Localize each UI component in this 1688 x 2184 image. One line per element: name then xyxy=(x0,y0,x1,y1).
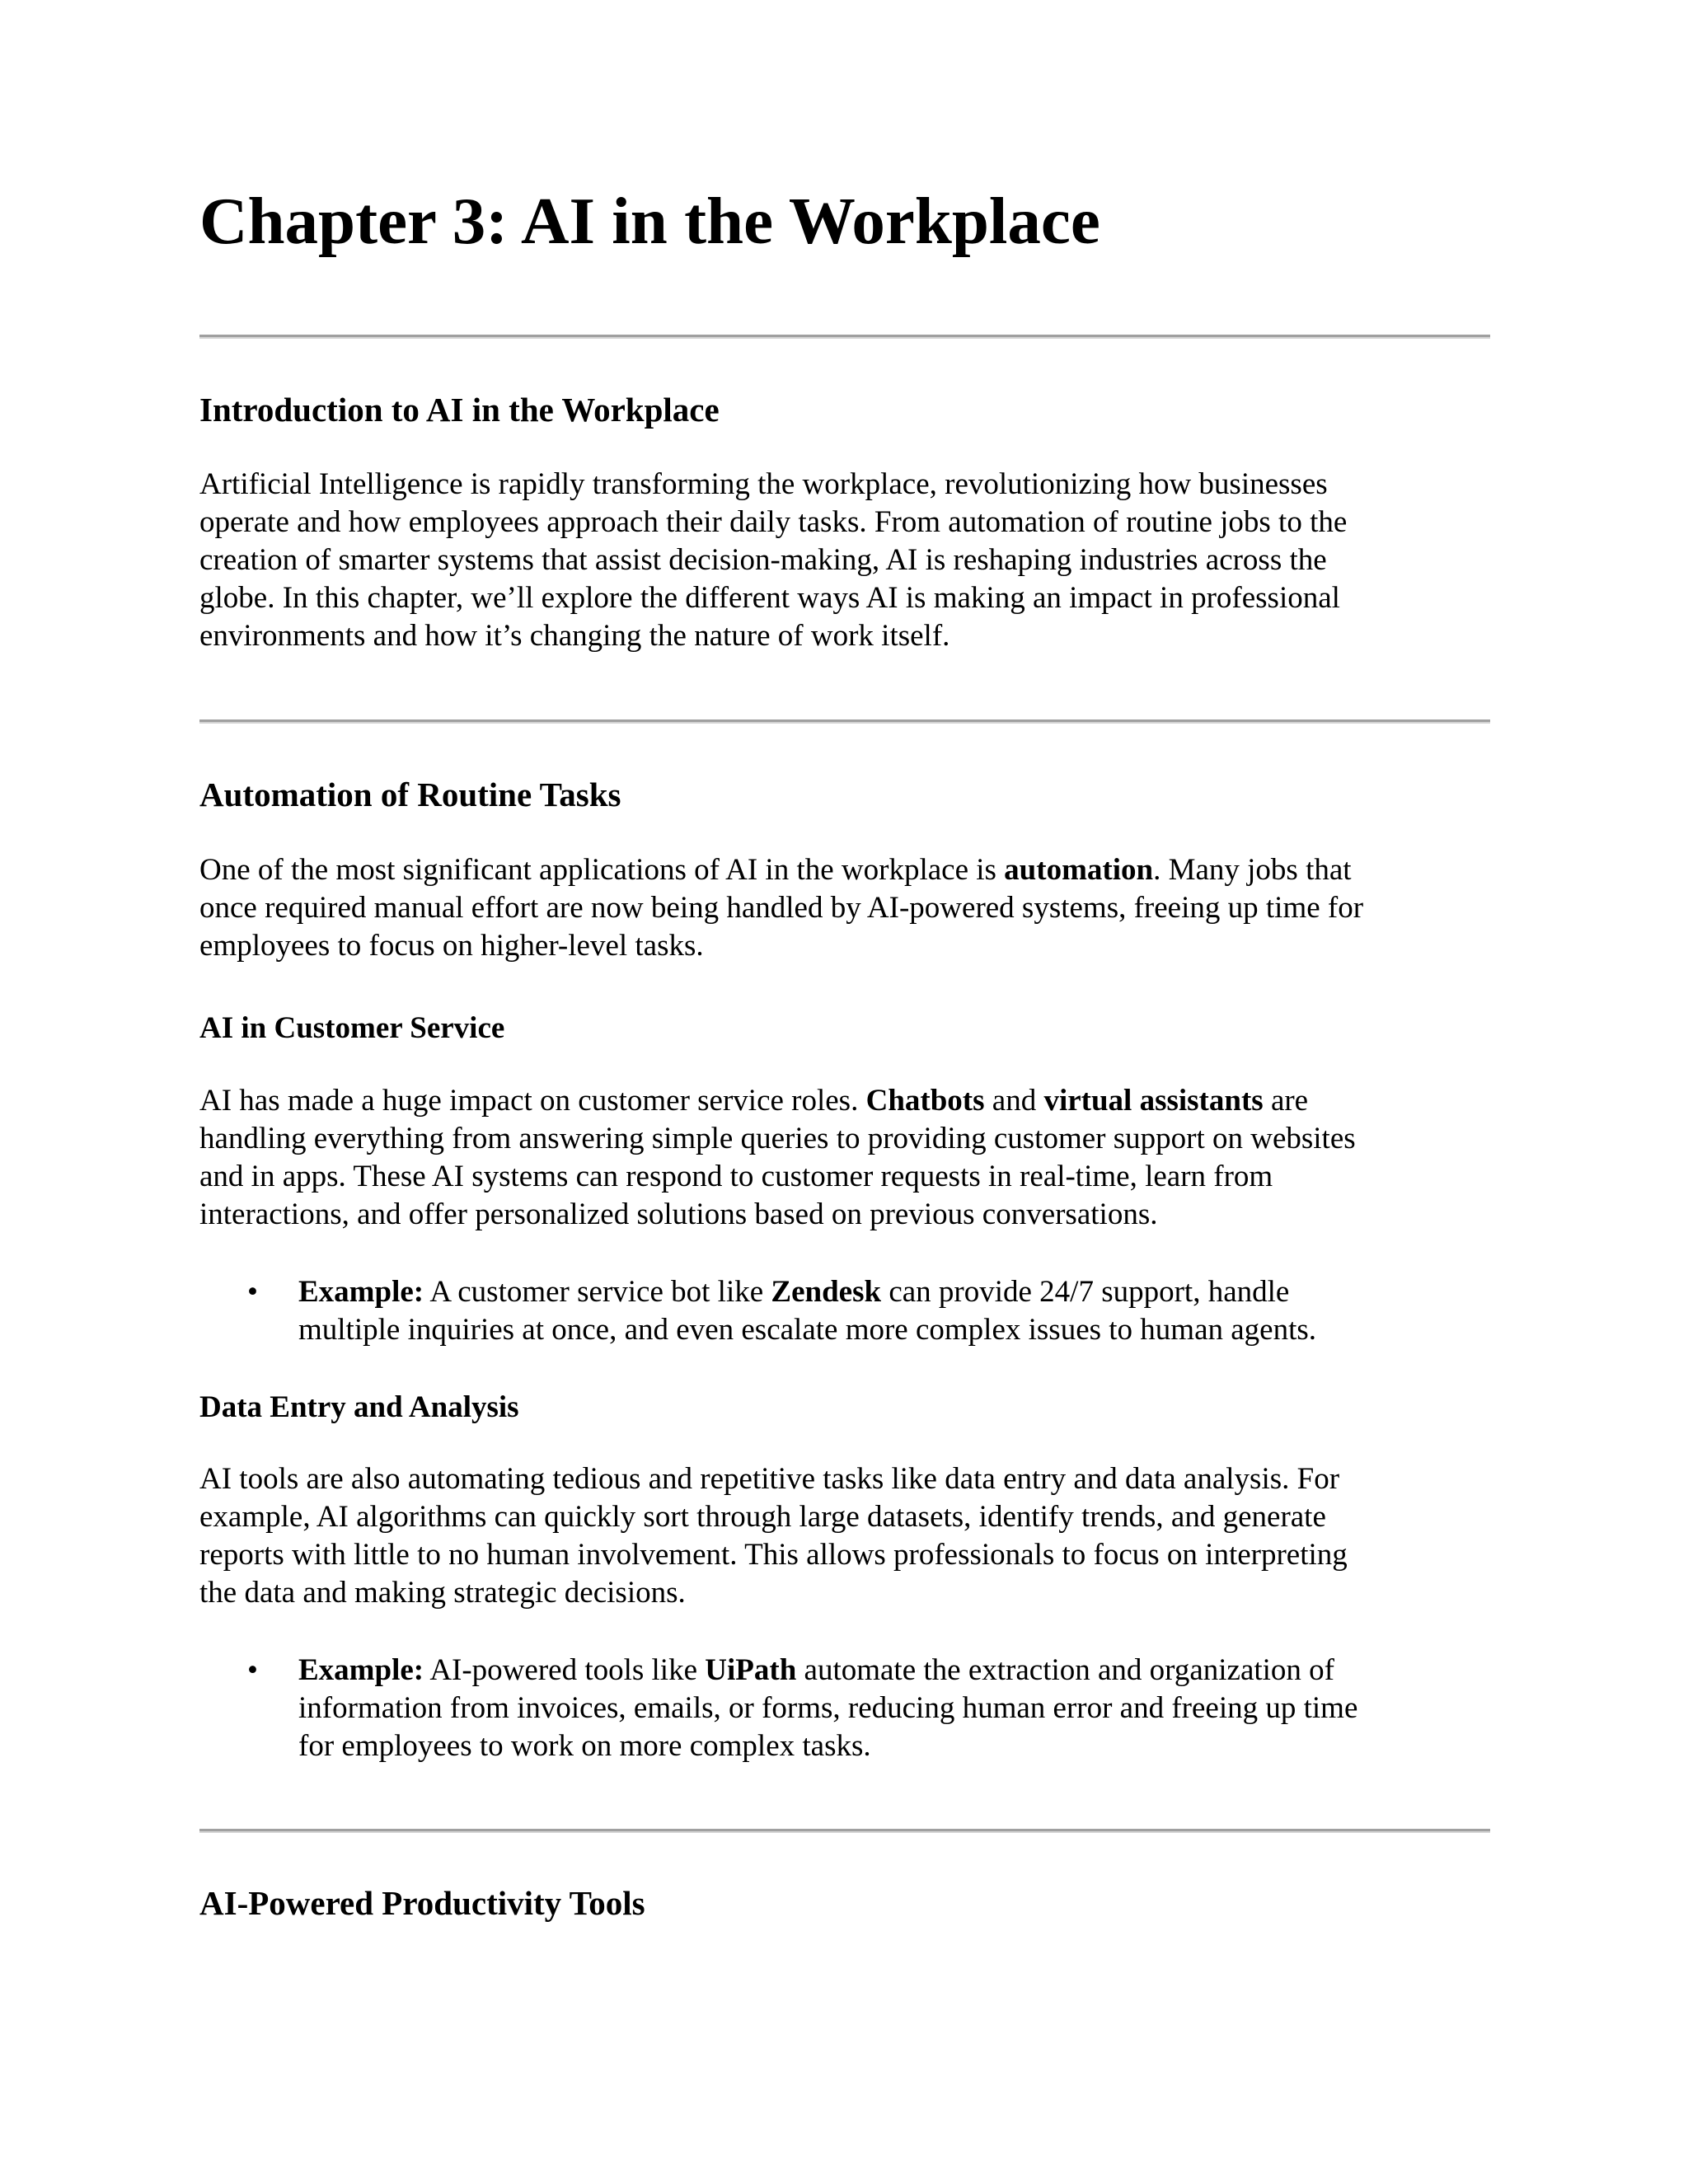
text-run: are xyxy=(1263,1084,1309,1118)
text-line xyxy=(298,1652,1357,1690)
text-run: and xyxy=(984,1084,1044,1118)
customer-service-paragraph xyxy=(199,1082,1490,1234)
text-line: multiple inquiries at once, and even escalate more complex issues to human agents. xyxy=(298,1313,1317,1347)
text-line xyxy=(298,1273,1316,1311)
text-line: handling everything from answering simple queries to providing customer support on websites xyxy=(199,1122,1356,1155)
list-item-text xyxy=(298,1273,1316,1349)
text-line: interactions, and offer personalized solutions based on previous conversations. xyxy=(199,1197,1158,1231)
bold-term: UiPath xyxy=(705,1653,797,1687)
text-line: creation of smarter systems that assist decision-making, AI is reshaping industries across the xyxy=(199,543,1327,577)
text-run: AI-powered tools like xyxy=(424,1653,706,1687)
text-line: reports with little to no human involvement. This allows professionals to focus on interpreting xyxy=(199,1538,1348,1572)
text-line: once required manual effort are now being handled by AI-powered systems, freeing up time for xyxy=(199,891,1364,925)
text-line xyxy=(199,1082,1490,1120)
text-line: employees to focus on higher-level tasks. xyxy=(199,929,704,963)
data-entry-paragraph xyxy=(199,1460,1490,1612)
text-run: . Many jobs that xyxy=(1153,853,1352,887)
example-label: Example: xyxy=(298,1275,424,1309)
example-label: Example: xyxy=(298,1653,424,1687)
text-line: information from invoices, emails, or forms, reducing human error and freeing up time xyxy=(298,1691,1358,1725)
customer-service-heading: AI in Customer Service xyxy=(199,1011,505,1045)
chapter-title: Chapter 3: AI in the Workplace xyxy=(199,184,1100,258)
text-line: the data and making strategic decisions. xyxy=(199,1576,686,1610)
bold-term: automation xyxy=(1004,853,1154,887)
text-line: for employees to work on more complex tasks. xyxy=(298,1729,871,1763)
intro-paragraph xyxy=(199,466,1490,655)
text-run: automate the extraction and organization of xyxy=(796,1653,1335,1687)
text-line: globe. In this chapter, we’ll explore the different ways AI is making an impact in professional xyxy=(199,581,1340,615)
text-line: example, AI algorithms can quickly sort through large datasets, identify trends, and generate xyxy=(199,1500,1326,1534)
text-line: environments and how it’s changing the nature of work itself. xyxy=(199,619,950,653)
section-divider xyxy=(199,1829,1490,1833)
text-run: One of the most significant applications of AI in the workplace is xyxy=(199,853,1005,887)
text-run: can provide 24/7 support, handle xyxy=(881,1275,1290,1309)
bold-term: Zendesk xyxy=(771,1275,882,1309)
text-line: and in apps. These AI systems can respond to customer requests in real-time, learn from xyxy=(199,1160,1273,1193)
productivity-heading: AI-Powered Productivity Tools xyxy=(199,1884,645,1922)
bullet-icon: • xyxy=(247,1275,258,1309)
bold-term: virtual assistants xyxy=(1043,1084,1264,1118)
bullet-icon: • xyxy=(247,1653,258,1687)
section-divider xyxy=(199,335,1490,339)
list-item-text xyxy=(298,1652,1357,1765)
intro-heading: Introduction to AI in the Workplace xyxy=(199,391,720,429)
text-line: AI tools are also automating tedious and repetitive tasks like data entry and data analysis. For xyxy=(199,1462,1340,1496)
text-line xyxy=(199,851,1490,889)
text-line: Artificial Intelligence is rapidly transforming the workplace, revolutionizing how businesses xyxy=(199,467,1328,501)
automation-heading: Automation of Routine Tasks xyxy=(199,776,621,813)
text-run: AI has made a huge impact on customer service roles. xyxy=(199,1084,866,1118)
section-divider xyxy=(199,719,1490,724)
data-entry-heading: Data Entry and Analysis xyxy=(199,1390,519,1424)
automation-paragraph xyxy=(199,851,1490,965)
bold-term: Chatbots xyxy=(865,1084,985,1118)
text-run: A customer service bot like xyxy=(424,1275,771,1309)
text-line: operate and how employees approach their daily tasks. From automation of routine jobs to the xyxy=(199,505,1348,539)
